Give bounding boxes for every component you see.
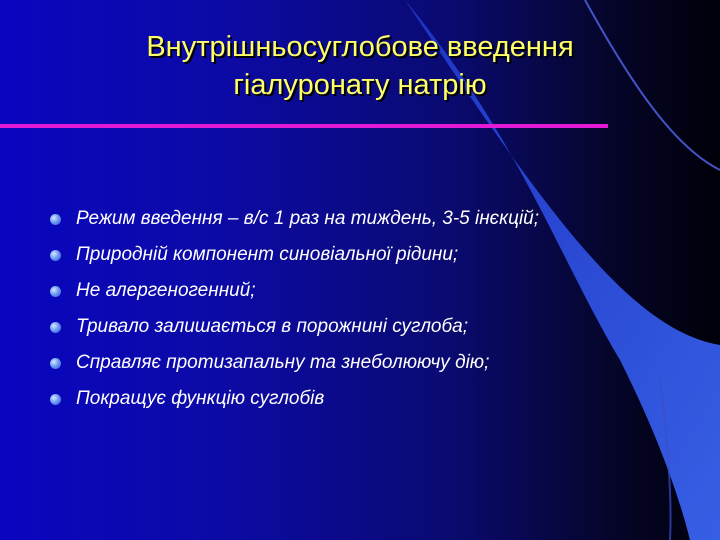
bullet-item bbox=[50, 237, 539, 273]
bullet-item bbox=[50, 345, 539, 381]
bullet-text: Покращує функцію суглобів bbox=[76, 388, 325, 409]
bullet-item bbox=[50, 201, 539, 237]
bullet-icon bbox=[50, 322, 61, 333]
bullet-icon bbox=[50, 214, 61, 225]
title-line-1: Внутрішньосуглобове введення bbox=[146, 31, 574, 63]
bullet-list bbox=[50, 201, 539, 417]
bullet-item bbox=[50, 381, 539, 417]
title-line-2: гіалуронату натрію bbox=[233, 69, 487, 101]
bullet-text: Режим введення – в/с 1 раз на тиждень, 3-5 інєкцій; bbox=[76, 208, 540, 229]
bullet-item bbox=[50, 309, 539, 345]
title-divider bbox=[0, 124, 608, 128]
bullet-item bbox=[50, 273, 539, 309]
bullet-text: Тривало залишається в порожнині суглоба; bbox=[76, 316, 469, 337]
bullet-icon bbox=[50, 250, 61, 261]
bullet-text: Природній компонент синовіальної рідини; bbox=[76, 244, 459, 265]
bullet-icon bbox=[50, 394, 61, 405]
bullet-text: Не алергеногенний; bbox=[76, 280, 256, 301]
bullet-icon bbox=[50, 358, 61, 369]
bullet-icon bbox=[50, 286, 61, 297]
slide-title bbox=[60, 28, 660, 104]
bullet-text: Справляє протизапальну та знеболюючу дію; bbox=[76, 352, 490, 373]
